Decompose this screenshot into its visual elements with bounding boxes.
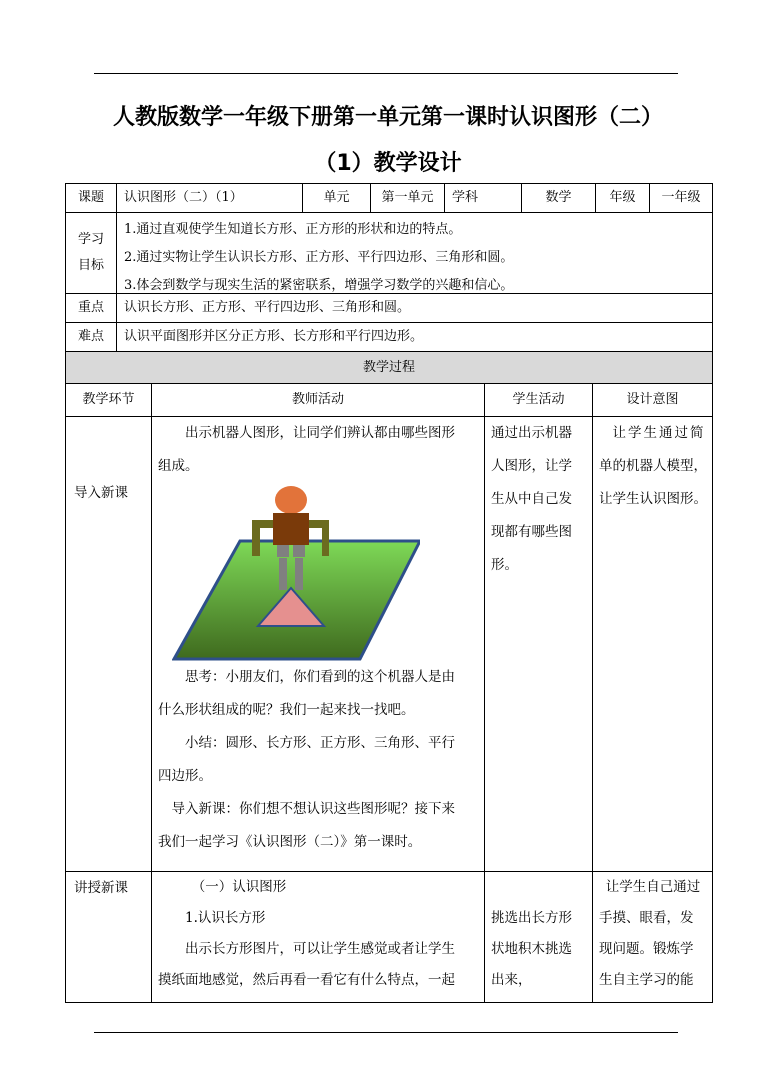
process-header: 教学过程 bbox=[66, 352, 712, 384]
unit-value: 第一单元 bbox=[371, 184, 445, 213]
intent-text: 让学生认识图形。 bbox=[599, 491, 707, 507]
student-text: 状地积木挑选 bbox=[491, 941, 572, 957]
intent-text: 让学生自己通过 bbox=[605, 879, 701, 895]
objectives-label-line1: 学习 bbox=[77, 232, 104, 247]
intent-text: 现问题。锻炼学 bbox=[599, 941, 694, 957]
teacher-text: 导入新课：你们想不想认识这些图形呢？接下来 bbox=[171, 801, 455, 817]
teacher-text: 四边形。 bbox=[158, 768, 212, 784]
student-text: 生从中自己发 bbox=[491, 491, 572, 507]
key-point-label: 重点 bbox=[66, 294, 117, 323]
section1-name: 导入新课 bbox=[74, 485, 128, 501]
intent-text: 手摸、眼看，发 bbox=[599, 910, 694, 926]
teacher-text: 小结：圆形、长方形、正方形、三角形、平行 bbox=[185, 735, 455, 751]
teacher-text: 出示长方形图片，可以让学生感觉或者让学生 bbox=[185, 941, 455, 957]
robot-right-leg-upper bbox=[293, 545, 305, 557]
section1-intent-cell bbox=[593, 417, 712, 872]
objectives-label bbox=[66, 213, 117, 294]
section2-intent-cell bbox=[593, 872, 712, 1002]
topic-value: 认识图形（二）（1） bbox=[117, 184, 303, 213]
grade-label: 年级 bbox=[596, 184, 650, 213]
robot-left-leg-upper bbox=[277, 545, 289, 557]
objectives-label-line2: 目标 bbox=[77, 258, 104, 273]
section2-name: 讲授新课 bbox=[74, 880, 128, 896]
objectives-list bbox=[117, 213, 712, 294]
footer-rule bbox=[94, 1032, 678, 1033]
grade-value: 一年级 bbox=[650, 184, 712, 213]
robot-left-hand bbox=[252, 520, 260, 556]
column-header-intent: 设计意图 bbox=[593, 384, 712, 417]
document-title-line1: 人教版数学一年级下册第一单元第一课时认识图形（二） bbox=[112, 105, 663, 130]
teacher-text: 出示机器人图形，让同学们辨认都由哪些图形 bbox=[185, 425, 455, 441]
intent-text: 单的机器人模型， bbox=[599, 458, 707, 474]
intent-text: 生自主学习的能 bbox=[599, 972, 694, 988]
teacher-text: 思考：小朋友们，你们看到的这个机器人是由 bbox=[185, 669, 455, 685]
robot-left-leg-lower bbox=[279, 558, 287, 590]
student-text: 人图形，让学 bbox=[491, 458, 572, 474]
difficulty-label: 难点 bbox=[66, 323, 117, 352]
teacher-text: 组成。 bbox=[158, 458, 199, 474]
student-text: 形。 bbox=[491, 557, 518, 573]
robot-head-circle bbox=[275, 486, 307, 514]
student-text: 出来， bbox=[491, 972, 532, 988]
teacher-text: 什么形状组成的呢？我们一起来找一找吧。 bbox=[158, 702, 415, 718]
teacher-text: 1.认识长方形 bbox=[185, 910, 266, 926]
robot-illustration bbox=[172, 485, 420, 663]
topic-label: 课题 bbox=[66, 184, 117, 213]
lesson-plan-table bbox=[65, 183, 713, 1003]
student-text: 挑选出长方形 bbox=[491, 910, 572, 926]
section2-teacher-cell bbox=[152, 872, 485, 1002]
unit-label: 单元 bbox=[303, 184, 371, 213]
difficulty-value: 认识平面图形并区分正方形、长方形和平行四边形。 bbox=[117, 323, 712, 352]
student-text: 通过出示机器 bbox=[491, 425, 572, 441]
objective-item: 2.通过实物让学生认识长方形、正方形、平行四边形、三角形和圆。 bbox=[124, 250, 514, 265]
section1-student-cell bbox=[485, 417, 593, 872]
teacher-text: 我们一起学习《认识图形（二）》第一课时。 bbox=[158, 834, 422, 850]
subject-label: 学科 bbox=[445, 184, 522, 213]
section1-stage-cell bbox=[66, 417, 152, 872]
objective-item: 1.通过直观使学生知道长方形、正方形的形状和边的特点。 bbox=[124, 222, 462, 237]
teacher-text: （一）认识图形 bbox=[191, 879, 287, 895]
document-title-line2: （1）教学设计 bbox=[314, 151, 462, 176]
column-header-teacher: 教师活动 bbox=[152, 384, 485, 417]
student-text: 现都有哪些图 bbox=[491, 524, 572, 540]
section2-student-cell bbox=[485, 872, 593, 1002]
intent-text: 让学生通过简 bbox=[612, 425, 706, 441]
robot-right-leg-lower bbox=[295, 558, 303, 590]
key-point-value: 认识长方形、正方形、平行四边形、三角形和圆。 bbox=[117, 294, 712, 323]
section1-teacher-cell bbox=[152, 417, 485, 872]
subject-value: 数学 bbox=[522, 184, 596, 213]
column-header-student: 学生活动 bbox=[485, 384, 593, 417]
column-header-stage: 教学环节 bbox=[66, 384, 152, 417]
header-rule bbox=[94, 73, 678, 74]
robot-body-square bbox=[273, 513, 309, 545]
robot-right-hand bbox=[322, 520, 329, 556]
objective-item: 3.体会到数学与现实生活的紧密联系，增强学习数学的兴趣和信心。 bbox=[124, 278, 514, 293]
section2-stage-cell bbox=[66, 872, 152, 1002]
teacher-text: 摸纸面地感觉，然后再看一看它有什么特点，一起 bbox=[158, 972, 455, 988]
